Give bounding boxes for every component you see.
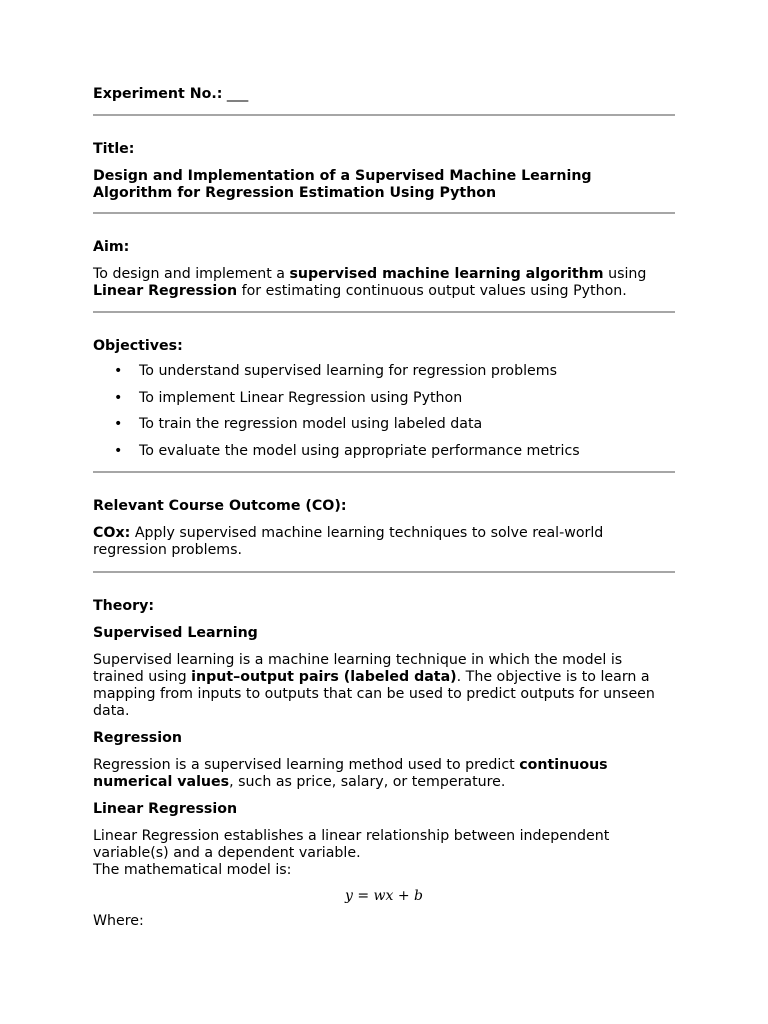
objectives-list [93,363,675,460]
divider [93,311,675,313]
bullet: • [114,389,123,406]
objective-text: To implement Linear Regression using Python [139,389,463,406]
bullet: • [114,442,123,459]
where-label: Where: [93,912,144,929]
list-item [93,443,675,460]
aim-text: To design and implement a supervised machine learning algorithm using Linear Regression for estimating continuous output values using Python. [93,266,647,299]
experiment-number [93,86,675,103]
divider [93,471,675,473]
list-item [93,363,675,380]
objectives-label: Objectives: [93,338,183,354]
experiment-blank: ___ [226,86,249,102]
regression-text: Regression is a supervised learning method used to predict continuous numerical values, such as price, salary, or temperature. [93,756,608,790]
theory-label: Theory: [93,597,155,614]
divider [93,114,675,116]
linear-regression-heading: Linear Regression [93,800,238,817]
course-outcome-label: Relevant Course Outcome (CO): [93,497,347,514]
objective-text: To train the regression model using labeled data [139,416,483,432]
regression-equation: y = wx + b [344,887,423,904]
aim-label: Aim: [93,239,130,255]
course-outcome-text: COx: Apply supervised machine learning techniques to solve real-world regression problems. [93,524,604,558]
supervised-learning-heading: Supervised Learning [93,624,258,641]
objective-text: To evaluate the model using appropriate performance metrics [139,442,580,459]
divider [93,571,675,573]
title-text: Design and Implementation of a Supervised Machine Learning Algorithm for Regression Estimation Using Python [93,168,592,201]
regression-heading: Regression [93,729,182,746]
divider [93,212,675,214]
list-item [93,390,675,407]
linear-regression-text: Linear Regression establishes a linear relationship between independent variable(s) and a dependent variable. The mathematical model is: [93,827,610,878]
supervised-learning-text: Supervised learning is a machine learning technique in which the model is trained using input–output pairs (labeled data). The objective is to learn a mapping from inputs to outputs that can be used to predict outputs for unseen data. [93,651,655,719]
document-content [93,86,675,930]
list-item [93,416,675,433]
experiment-label: Experiment No.: [93,86,223,102]
objective-text: To understand supervised learning for regression problems [139,363,557,379]
title-label: Title: [93,141,135,157]
bullet: • [114,416,123,432]
bullet: • [114,363,123,379]
